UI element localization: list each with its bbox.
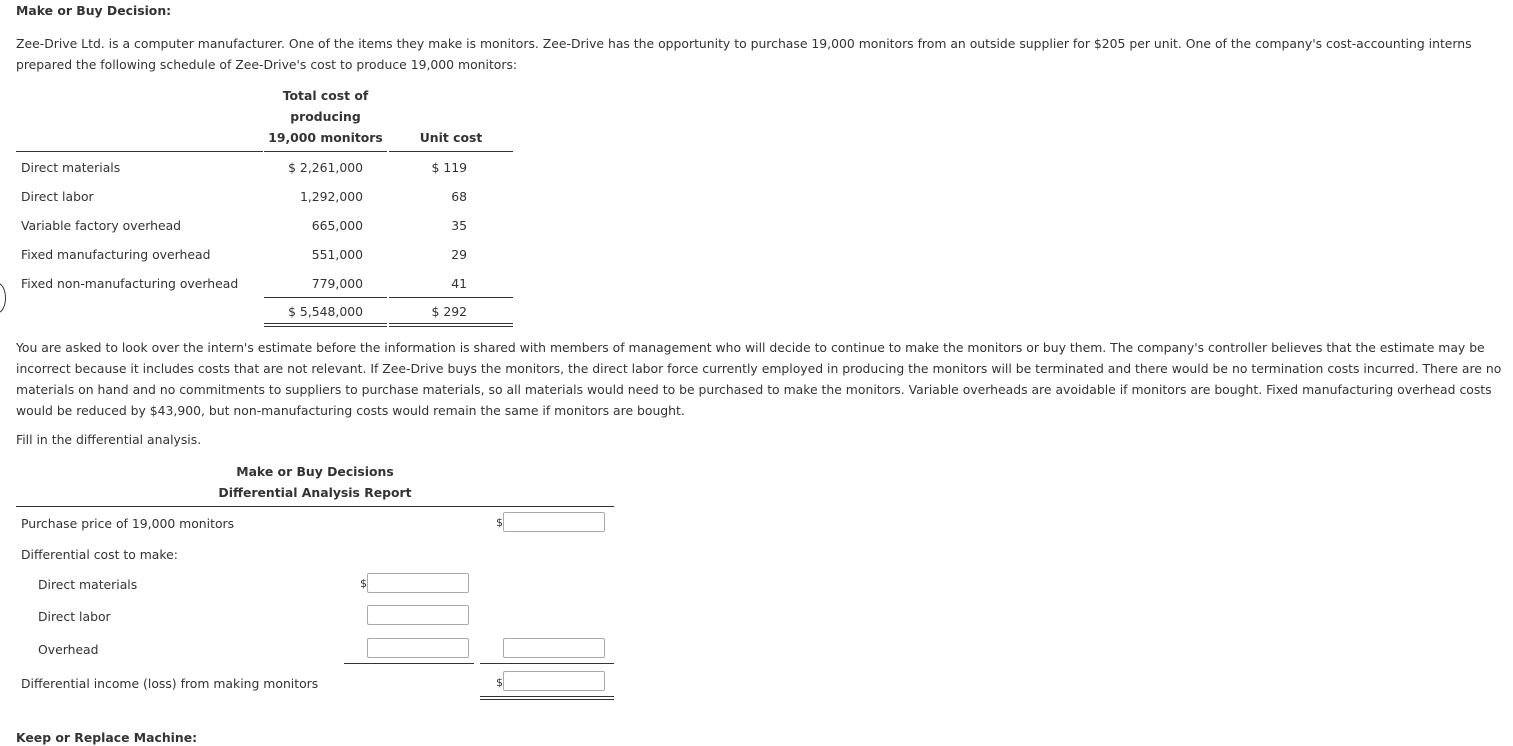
report-title-line2: Differential Analysis Report	[218, 485, 412, 500]
header-total-line1: Total cost of	[282, 88, 369, 103]
sum-rule-total	[264, 297, 387, 298]
row-unit: 35	[451, 218, 467, 233]
direct-materials-currency: $	[360, 577, 367, 590]
differential-cost-label: Differential cost to make:	[21, 547, 178, 562]
header-total-line2: producing	[290, 109, 361, 124]
row-total: 1,292,000	[299, 189, 363, 204]
row-label: Direct labor	[21, 189, 94, 204]
income-currency: $	[496, 676, 503, 689]
row-label: Fixed non-manufacturing overhead	[21, 276, 239, 291]
differential-income-input[interactable]	[503, 671, 605, 691]
intro-paragraph: Zee-Drive Ltd. is a computer manufacturer. One of the items they make is monitors. Zee-Drive has the opportunity to purchase 19,000 monitors from an outside supplier for $205 per unit. One of the company's cost-accounting interns prepared the following schedule of Zee-Drive's cost to produce 19,000 monitors:	[16, 36, 1472, 72]
report-title-line1: Make or Buy Decisions	[236, 464, 394, 479]
header-rule-unit	[389, 151, 513, 152]
section-title: Make or Buy Decision:	[16, 3, 172, 18]
purchase-price-label: Purchase price of 19,000 monitors	[21, 516, 235, 531]
total-differential-cost-input[interactable]	[503, 638, 605, 658]
row-total: 779,000	[311, 276, 363, 291]
total-sum: $ 5,548,000	[288, 304, 363, 319]
row-unit: $ 119	[431, 160, 467, 175]
row-total: $ 2,261,000	[288, 160, 363, 175]
row-unit: 29	[451, 247, 467, 262]
purchase-price-currency: $	[496, 516, 503, 529]
subtotal-rule-outer	[480, 663, 614, 664]
instruction-text: Fill in the differential analysis.	[16, 432, 202, 447]
income-double-rule	[480, 696, 614, 700]
row-total: 551,000	[311, 247, 363, 262]
row-unit: 41	[451, 276, 467, 291]
report-header-rule	[16, 506, 614, 507]
row-label: Variable factory overhead	[21, 218, 182, 233]
direct-labor-input[interactable]	[367, 605, 469, 625]
differential-income-label: Differential income (loss) from making monitors	[21, 676, 319, 691]
left-edge-marker	[0, 283, 6, 313]
purchase-price-input[interactable]	[503, 512, 605, 532]
next-section-title: Keep or Replace Machine:	[16, 730, 198, 745]
body-paragraph: You are asked to look over the intern's estimate before the information is shared with members of management who will decide to continue to make the monitors or buy them. The company's controller believes that the estimate may be incorrect because it includes costs that are not relevant. If Zee-Drive buys the monitors, the direct labor force currently employed in producing the monitors will be terminated and there would be no termination costs incurred. There are no materials on hand and no commitments to suppliers to purchase materials, so all materials would need to be purchased to make the monitors. Variable overheads are avoidable if monitors are bought. Fixed manufacturing overhead costs would be reduced by $43,900, but non-manufacturing costs would remain the same if monitors are bought.	[16, 340, 1502, 418]
row-label: Direct materials	[21, 160, 121, 175]
row-label: Fixed manufacturing overhead	[21, 247, 211, 262]
direct-materials-input[interactable]	[367, 573, 469, 593]
header-rule-label	[16, 151, 263, 152]
header-total-line3: 19,000 monitors	[268, 130, 383, 145]
row-unit: 68	[451, 189, 467, 204]
sum-rule-unit	[389, 297, 513, 298]
direct-labor-label: Direct labor	[38, 609, 111, 624]
unit-sum: $ 292	[431, 304, 467, 319]
overhead-input[interactable]	[367, 638, 469, 658]
header-rule-total	[264, 151, 387, 152]
overhead-label: Overhead	[38, 642, 99, 657]
subtotal-rule-inner	[344, 663, 474, 664]
header-unit-cost: Unit cost	[419, 130, 483, 145]
double-rule-unit	[389, 323, 513, 327]
direct-materials-label: Direct materials	[38, 577, 138, 592]
double-rule-total	[264, 323, 387, 327]
row-total: 665,000	[311, 218, 363, 233]
